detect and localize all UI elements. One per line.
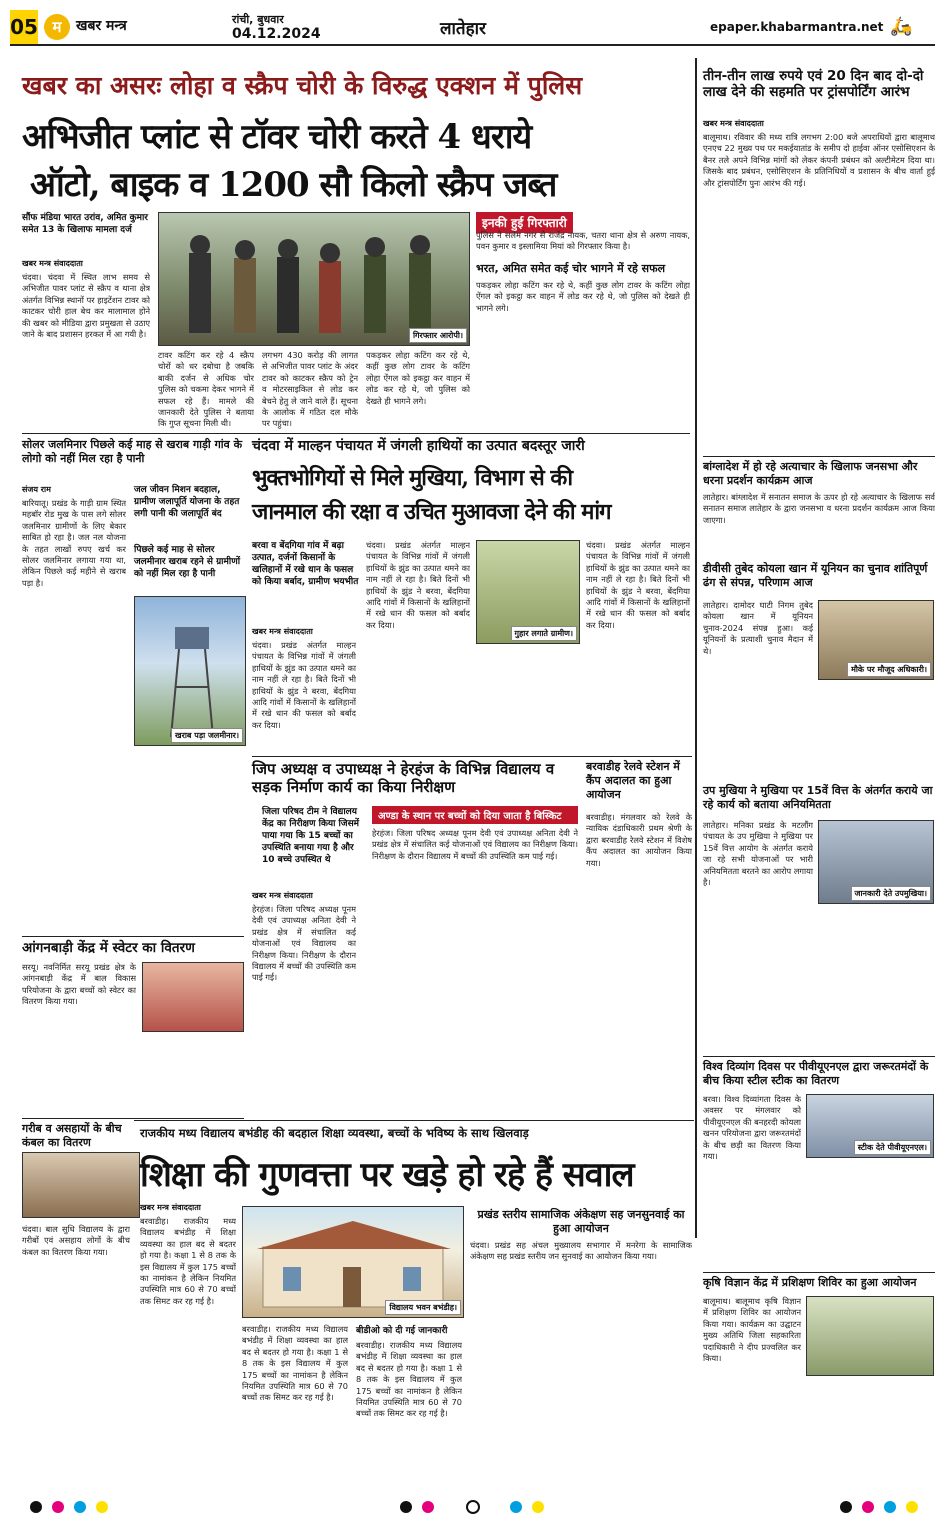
solar-bullet-2: पिछले कई माह से सोलर जलमीनार खराब रहने से ग्रामीणों को नहीं मिल रहा है पानी (134, 545, 241, 579)
dvc-photo-caption: मौके पर मौजूद अधिकारी। (847, 662, 931, 677)
railway-body: बरवाडीह। मंगलवार को रेलवे के न्यायिक दंडाधिकारी प्रथम श्रेणी के द्वारा बरवाडीह रेलवे स्टेशन में विशेष कैंप अदालत का आयोजन किया गया। (586, 812, 692, 868)
right-top-headline: तीन-तीन लाख रुपये एवं 20 दिन बाद दो-दो लाख देने की सहमति पर ट्रांसपोर्टिंग आरंभ (703, 68, 924, 100)
elephant-byline: खबर मन्त्र संवाददाता (252, 627, 313, 636)
education-body-2: बरवाडीह। राजकीय मध्य विद्यालय बभंडीह में शिक्षा व्यवस्था का हाल बद से बदतर हो गया है। कक्षा 1 से 8 तक के इस विद्यालय में कुल 175 बच्चों का नामांकन है लेकिन नियमित उपस्थिति मात्र 60 से 70 बच्चों तक सिमट कर रह गई है। (242, 1324, 348, 1403)
dvc-headline: डीवीसी तुबेद कोयला खान में यूनियन का चुनाव शांतिपूर्ण ढंग से संपन्न, परिणाम आज (703, 562, 928, 589)
disability-body: बरवा। विश्व दिव्यांगता दिवस के अवसर पर मंगलवार को पीवीयूएनएल की बनहरदी कोयला खनन परियोजना द्वारा जरूरतमंदों के बीच छड़ी का वितरण किया गया। (703, 1094, 801, 1162)
registration-dot (510, 1501, 522, 1513)
anganwadi-body: सरयू। नवनिर्मित सरयू प्रखंड क्षेत्र के आंगनबाड़ी केंद्र में बाल विकास परियोजना के द्वारा बच्चों को स्वेटर का वितरण किया गया। (22, 962, 136, 1007)
lead-body-col3: लगभग 430 करोड़ की लागत से अभिजीत पावर प्लांट के अंदर टावर को काटकर स्क्रैप को ट्रेन व मोटरसाइकिल से लोड कर बेचने हेतु ले जाने वाले हैं। सूचना के आलोक में गठित दल मौके पर पहुंचा। (262, 350, 358, 429)
elephant-headline-2: जानमाल की रक्षा व उचित मुआवजा देने की मांग (252, 499, 611, 525)
registration-dot (862, 1501, 874, 1513)
arrest-box-label: इनकी हुई गिरफ्तारी (476, 212, 573, 233)
disability-photo-caption: स्टीक देते पीवीयूएनएल। (854, 1140, 931, 1155)
divider (22, 936, 244, 937)
registration-dot (52, 1501, 64, 1513)
audit-headline: प्रखंड स्तरीय सामाजिक अंकेक्षण सह जनसुनवाई का हुआ आयोजन (477, 1208, 685, 1235)
divider (703, 1272, 935, 1273)
lead-headline-2: ऑटो, बाइक व 1200 सौ किलो स्क्रैप जब्त (30, 165, 557, 205)
protest-body: लातेहार। बांग्लादेश में सनातन समाज के ऊपर हो रहे अत्याचार के खिलाफ सर्व सनातन समाज लातेहार के द्वारा जनसभा व धरना प्रदर्शन कार्यक्रम आज किया जाएगा। (703, 492, 935, 525)
mukhiya-photo (818, 820, 934, 904)
lead-bullet: सौंफ मंडिया भारत उरांव, अमित कुमार समेत 13 के खिलाफ मामला दर्ज (22, 213, 148, 235)
column-divider (695, 58, 697, 1238)
mukhiya-body: लातेहार। मनिका प्रखंड के मटलौंग पंचायत के उप मुखिया ने मुखिया पर 15वें वित्त आयोग के अंतर्गत कराये जा रहे सभी योजनाओं पर भारी अनियमितता बरतने का आरोप लगाया है। (703, 820, 813, 888)
education-photo (242, 1206, 464, 1318)
section-name: लातेहार (440, 19, 487, 39)
mukhiya-headline: उप मुखिया ने मुखिया पर 15वें वित्त के अंतर्गत कराये जा रहे कार्य को बताया अनियमितता (703, 784, 933, 811)
lead-body-col3b: पकड़कर लोहा कटिंग कर रहे थे, कहीं कुछ लोग टावर के कटिंग लोहा ऐंगल को इकट्ठा कर वाहन में लोड कर रहे थे, जो पुलिस को देखते ही भागने लगे। (366, 350, 470, 406)
arrested-people-figures (159, 213, 470, 346)
lead-body-col2: टावर कटिंग कर रहे 4 स्क्रैप चोरों को धर दबोचा है जबकि बाकी दर्जन से अधिक चोर पुलिस को चकमा देकर भागने में सफल रहे हैं। मामले की जानकारी देते पुलिस ने बताया कि गुप्त सूचना मिली थी। (158, 350, 254, 429)
blanket-headline: गरीब व असहायों के बीच कंबल का वितरण (22, 1122, 122, 1149)
lead-body-col1: चंदवा। चंदवा में स्थित लाभ समय से अभिजीत पावर प्लांट से स्क्रैप व थाना क्षेत्र अंतर्गत विभिन्न स्थानों पर हाइटेंशन टावर को काटकर चोरी हाल बेच कर मालामाल होने की खबर को मीडिया द्वारा प्रमुखता से उठाए जाने के बाद प्रशासन हरकत में आ गयी है। (22, 272, 150, 340)
page-number: 05 (10, 10, 38, 44)
elephant-body-2: चंदवा। प्रखंड अंतर्गत माल्हन पंचायत के विभिन्न गांवों में जंगली हाथियों के झुंड का उत्पात थमने का नाम नहीं ले रहा है। बिते दिनों भी हाथियों के झुंड ने बरवा, बेंदगिया आदि गांवों में किसानों के खलिहानों में रखे धान की फसल को बर्बाद कर दिया। (366, 540, 470, 630)
solar-byline: संजय राम (22, 485, 51, 494)
lead-body-col4: पकड़कर लोहा कटिंग कर रहे थे, कहीं कुछ लोग टावर के कटिंग लोहा ऐंगल को इकट्ठा कर वाहन में लोड कर रहे थे, जो पुलिस को देखते ही भागने लगे। (476, 280, 690, 313)
inspection-body: हेरहंज। जिला परिषद अध्यक्ष पूनम देवी एवं उपाध्यक्ष अनिता देवी ने प्रखंड क्षेत्र में संचालित कई योजनाओं एवं विद्यालय का निरीक्षण किया। निरीक्षण के दौरान विद्यालय में बच्चों की उपस्थिति कम पाई गई। (252, 904, 356, 983)
registration-dot (422, 1501, 434, 1513)
solar-headline: सोलर जलमिनार पिछले कई माह से खराब गाड़ी गांव के लोगो को नहीं मिल रहा है पानी (22, 438, 243, 465)
registration-dot (840, 1501, 852, 1513)
elephant-kicker: चंदवा में माल्हन पंचायत में जंगली हाथियों का उत्पात बदस्तूर जारी (252, 438, 585, 454)
registration-dots (0, 1497, 945, 1517)
anganwadi-headline: आंगनबाड़ी केंद्र में स्वेटर का वितरण (22, 940, 195, 956)
education-subhead: बीडीओ को दी गई जानकारी (356, 1326, 448, 1336)
lead-byline: खबर मन्त्र संवाददाता (22, 259, 83, 268)
divider (22, 433, 690, 434)
paper-name: खबर मन्त्र (76, 18, 127, 34)
dvc-body: लातेहार। दामोदर घाटी निगम तुबेद कोयला खान में यूनियन चुनाव-2024 संपन्न हुआ। कई यूनियनों के प्रत्याशी चुनाव मैदान में थे। (703, 600, 813, 656)
inspection-bullet: जिला परिषद टीम ने विद्यालय केंद्र का निरीक्षण किया जिसमें पाया गया कि 15 बच्चों का उपस्थिति बनाया गया है और 10 बच्चे उपस्थित थे (262, 807, 360, 865)
registration-dot (400, 1501, 412, 1513)
lead-subhead: भरत, अमित समेत कई चोर भागने में रहे सफल (476, 262, 666, 275)
elephant-photo-caption: गुहार लगाते ग्रामीण। (511, 626, 577, 641)
protest-headline: बांग्लादेश में हो रहे अत्याचार के खिलाफ जनसभा और धरना प्रदर्शन कार्यक्रम आज (703, 460, 918, 487)
right-top-byline: खबर मन्त्र संवाददाता (703, 119, 764, 128)
divider (22, 1118, 244, 1119)
right-top-body: बालूमाथ। रविवार की मध्य रात्रि लगभग 2:00 बजे अपराधियों द्वारा बालूमाथ एनएच 22 मुख्य पथ पर मकईयातांड के समीप दो हाईवा ऑनर एसोसिएशन के बैनर तले अपने विभिन्न मांगों को लेकर कंपनी प्रबंधन को अल्टीमेटम दिया था। जिसके बाद प्रबंधन, एसोसिएशन के प्रतिनिधियों व प्रशासन के बीच वार्ता हुई और ट्रांसपोर्टिंग पुनः आरंभ की गई। (703, 132, 935, 188)
solar-photo-caption: खराब पड़ा जलमीनार। (171, 728, 243, 743)
place-day: रांची, बुधवार (232, 13, 284, 26)
arrest-text: पुलिस ने सलेम नगर से राजेंद्र नायक, चतरा थाना क्षेत्र से अरुण नायक, पवन कुमार व इस्लामिया मियां को गिरफ्तार किया है। (476, 230, 690, 252)
inspection-body-2: हेरहंज। जिला परिषद अध्यक्ष पूनम देवी एवं उपाध्यक्ष अनिता देवी ने प्रखंड क्षेत्र में संचालित कई योजनाओं एवं विद्यालय का निरीक्षण किया। निरीक्षण के दौरान विद्यालय में बच्चों की उपस्थिति कम पाई गई। (372, 828, 578, 861)
agri-body: बालूमाथ। बालूमाथ कृषि विज्ञान में प्रशिक्षण शिविर का आयोजन किया गया। कार्यक्रम का उद्घाटन मुख्य अतिथि जिला सहकारिता पदाधिकारी ने दीप प्रज्वलित कर किया। (703, 1296, 801, 1364)
anganwadi-photo (142, 962, 244, 1032)
blanket-photo (22, 1152, 140, 1218)
education-photo-caption: विद्यालय भवन बभंडीह। (385, 1300, 461, 1315)
divider (703, 456, 935, 457)
elephant-bullet: बरवा व बेंदगिया गांव में बढ़ा उत्पात, दर्जनों किसानों के खलिहानों में रखे धान के फसल को किया बर्बाद, ग्रामीण भयभीत (252, 541, 359, 587)
registration-dot (906, 1501, 918, 1513)
elephant-body-1: चंदवा। प्रखंड अंतर्गत माल्हन पंचायत के विभिन्न गांवों में जंगली हाथियों के झुंड का उत्पात थमने का नाम नहीं ले रहा है। बिते दिनों भी हाथियों के झुंड ने बरवा, बेंदगिया आदि गांवों में किसानों के खलिहानों में रखे धान की फसल को बर्बाद कर दिया। (252, 640, 356, 730)
registration-dot (30, 1501, 42, 1513)
solar-body: बारियातू। प्रखंड के गाड़ी ग्राम स्थित महबॉर रोड मुख के पास लगे सोलर जलमिनार ग्रामीणों के लिए बेकार साबित हो रहा है। जल नल योजना के तहत लाखों रुपए खर्च कर सोलर जलमिनार लगाया गया था, लेकिन पिछले कई महीने से खराब पड़ा है। (22, 498, 126, 588)
website-link[interactable]: epaper.khabarmantra.net (710, 20, 884, 34)
inspection-byline: खबर मन्त्र संवाददाता (252, 891, 313, 900)
divider (703, 1056, 935, 1057)
dvc-photo (818, 600, 934, 680)
education-byline: खबर मन्त्र संवाददाता (140, 1203, 201, 1212)
lead-photo (158, 212, 470, 346)
railway-headline: बरवाडीह रेलवे स्टेशन में कैंप अदालत का हुआ आयोजन (586, 760, 680, 801)
education-body-1: बरवाडीह। राजकीय मध्य विद्यालय बभंडीह में शिक्षा व्यवस्था का हाल बद से बदतर हो गया है। कक्षा 1 से 8 तक के इस विद्यालय में कुल 175 बच्चों का नामांकन है लेकिन नियमित उपस्थिति मात्र 60 से 70 बच्चों तक सिमट कर रह गई है। (140, 1216, 236, 1306)
solar-bullet-1: जल जीवन मिशन बदहाल, ग्रामीण जलापूर्ति योजना के तहत लगी पानी की जलापूर्ति बंद (134, 485, 240, 519)
registration-dot (74, 1501, 86, 1513)
disability-photo (806, 1094, 934, 1158)
elephant-photo (476, 540, 580, 644)
crosshair-icon (466, 1500, 480, 1514)
logo-icon: म (44, 14, 70, 40)
inspection-headline: जिप अध्यक्ष व उपाध्यक्ष ने हेरहंज के विभिन्न विद्यालय व सड़क निर्माण कार्य का किया निरीक्षण (252, 760, 555, 796)
masthead (10, 10, 935, 46)
agri-photo (806, 1296, 934, 1376)
divider (134, 1120, 694, 1121)
inspection-redbox: अण्डा के स्थान पर बच्चों को दिया जाता है बिस्किट (372, 806, 578, 824)
registration-dot (532, 1501, 544, 1513)
disability-headline: विश्व दिव्यांग दिवस पर पीवीयूएनएल द्वारा जरूरतमंदों के बीच किया स्टील स्टीक का वितरण (703, 1060, 929, 1087)
lead-photo-caption: गिरफ्तार आरोपी। (409, 328, 467, 343)
registration-dot (96, 1501, 108, 1513)
education-body-3: बरवाडीह। राजकीय मध्य विद्यालय बभंडीह में शिक्षा व्यवस्था का हाल बद से बदतर हो गया है। कक्षा 1 से 8 तक के इस विद्यालय में कुल 175 बच्चों का नामांकन है लेकिन नियमित उपस्थिति मात्र 60 से 70 बच्चों तक सिमट कर रह गई है। (356, 1340, 462, 1419)
mukhiya-photo-caption: जानकारी देते उपमुखिया। (851, 886, 931, 901)
divider (252, 756, 692, 757)
audit-body: चंदवा। प्रखंड सह अंचल मुख्यालय सभागार में मनरेगा के सामाजिक अंकेक्षण सह प्रखंड स्तरीय जन सुनवाई का आयोजन किया गया। (470, 1240, 692, 1262)
elephant-body-3: चंदवा। प्रखंड अंतर्गत माल्हन पंचायत के विभिन्न गांवों में जंगली हाथियों के झुंड का उत्पात थमने का नाम नहीं ले रहा है। बिते दिनों भी हाथियों के झुंड ने बरवा, बेंदगिया आदि गांवों में किसानों के खलिहानों में रखे धान की फसल को बर्बाद कर दिया। (586, 540, 690, 630)
delivery-bike-icon: 🛵 (890, 16, 913, 37)
issue-date: 04.12.2024 (232, 26, 321, 42)
solar-photo (134, 596, 246, 746)
education-headline: शिक्षा की गुणवत्ता पर खड़े हो रहे हैं सवाल (140, 1155, 634, 1195)
blanket-body: चंदवा। बाल सुधि विद्यालय के द्वारा गरीबों एवं असहाय लोगों के बीच कंबल का वितरण किया गया। (22, 1224, 130, 1257)
agri-headline: कृषि विज्ञान केंद्र में प्रशिक्षण शिविर का हुआ आयोजन (703, 1276, 917, 1289)
elephant-headline-1: भुक्तभोगियों से मिले मुखिया, विभाग से की (252, 465, 573, 491)
water-tower-drawing (135, 597, 246, 746)
registration-dot (884, 1501, 896, 1513)
lead-kicker: खबर का असरः लोहा व स्क्रैप चोरी के विरुद्ध एक्शन में पुलिस (22, 71, 583, 100)
dateline (232, 12, 321, 42)
education-kicker: राजकीय मध्य विद्यालय बभंडीह की बदहाल शिक्षा व्यवस्था, बच्चों के भविष्य के साथ खिलवाड़ (140, 1126, 529, 1140)
lead-headline-1: अभिजीत प्लांट से टॉवर चोरी करते 4 धराये (22, 117, 532, 157)
